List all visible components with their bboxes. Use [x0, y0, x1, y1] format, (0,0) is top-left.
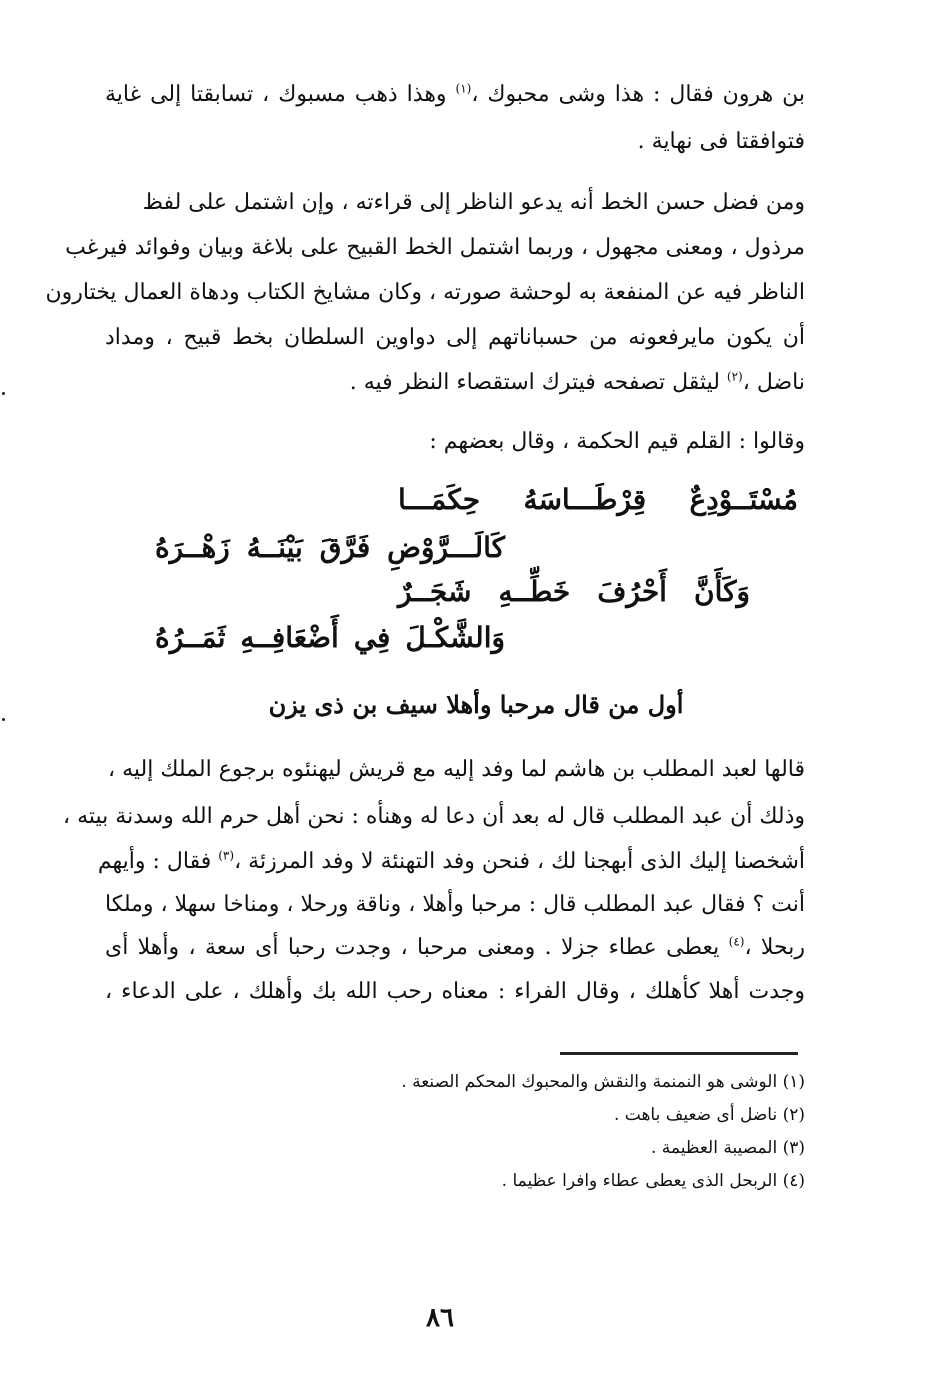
section-heading: أول من قال مرحبا وأهلا سيف بن ذى يزن	[268, 690, 684, 719]
poem-word: قِرْطَـــاسَهُ	[523, 483, 647, 516]
poem-verse-2	[155, 528, 505, 568]
paragraph-2-line-1: ومن فضل حسن الخط أنه يدعو الناظر إلى قراءته ، وإن اشتمل على لفظ	[142, 190, 805, 215]
paragraph-3-line-2: وذلك أن عبد المطلب قال له بعد أن دعا له وهنأه : نحن أهل حرم الله وسدنة بيته ،	[63, 804, 805, 829]
scan-mark	[2, 392, 5, 395]
footnote-1: (١) الوشى هو النمنمة والنقش والمحبوك المحكم الصنعة .	[401, 1072, 805, 1092]
paragraph-3-line-1: قالها لعبد المطلب بن هاشم لما وفد إليه مع قريش ليهنئوه برجوع الملك إليه ،	[108, 757, 805, 782]
poem-word: ثَمَــرُهُ	[155, 621, 226, 654]
page-number: ٨٦	[426, 1303, 454, 1333]
paragraph-1-line-1: بن هرون فقال : هذا وشى محبوك ،$^{(١)}$ وهذا ذهب مسبوك ، تسابقتا إلى غاية	[105, 81, 806, 107]
footnote-ref-2: (٢)	[726, 369, 743, 384]
poem-word: زَهْــرَهُ	[155, 531, 230, 564]
poem-word: بَيْنَــهُ	[246, 531, 303, 564]
poem-word: أَحْرُفَ	[597, 575, 667, 608]
poem-word: فِي	[353, 621, 391, 654]
poem-verse-4	[155, 618, 505, 658]
paragraph-1-line-2: فتوافقتا فى نهاية .	[637, 129, 805, 154]
footnote-ref-3: (٣)	[218, 848, 235, 863]
paragraph-3-line-3: أشخصنا إليك الذى أبهجنا لك ، فنحن وفد التهنئة لا وفد المرزئة ،$^{(٣)}$ فقال : وأيهم	[97, 848, 805, 874]
poem-word: وَكَأَنَّ	[694, 575, 750, 608]
poem-verse-1	[398, 480, 798, 520]
paragraph-2-line-5: ناضل ،$^{(٢)}$ ليثقل تصفحه فيترك استقصاء النظر فيه .	[349, 369, 805, 395]
poem-intro: وقالوا : القلم قيم الحكمة ، وقال بعضهم :	[429, 429, 805, 454]
poem-word: أَضْعَافِــهِ	[240, 621, 339, 654]
footnote-separator	[560, 1052, 798, 1055]
footnote-2: (٢) ناضل أى ضعيف باهت .	[613, 1105, 805, 1125]
footnote-ref-4: (٤)	[728, 934, 745, 949]
paragraph-2-line-3: الناظر فيه عن المنفعة به لوحشة صورته ، وكان مشايخ الكتاب ودهاة العمال يختارون	[45, 280, 805, 305]
poem-word: حِكَمَـــا	[398, 483, 481, 516]
paragraph-2-line-4: أن يكون مايرفعونه من حسباناتهم إلى دواوين السلطان بخط قبيح ، ومداد	[105, 325, 805, 350]
footnote-4: (٤) الربحل الذى يعطى عطاء وافرا عظيما .	[501, 1171, 805, 1191]
paragraph-3-line-6: وجدت أهلا كأهلك ، وقال الفراء : معناه رحب الله بك وأهلك ، على الدعاء ،	[105, 979, 805, 1004]
scan-mark	[2, 718, 5, 721]
poem-word: كَالَـــرَّوْضِ	[387, 531, 505, 564]
paragraph-2-line-2: مرذول ، ومعنى مجهول ، وربما اشتمل الخط القبيح على بلاغة وبيان وفوائد فيرغب	[65, 235, 805, 260]
poem-word: شَجَــرٌ	[398, 575, 472, 608]
paragraph-3-line-4: أنت ؟ فقال عبد المطلب قال : مرحبا وأهلا ، وناقة ورحلا ، ومناخا سهلا ، وملكا	[105, 892, 805, 917]
paragraph-3-line-5: ربحلا ،$^{(٤)}$ يعطى عطاء جزلا . ومعنى مرحبا ، وجدت رحبا أى سعة ، وأهلا أى	[105, 934, 805, 960]
poem-word: خَطِّــهِ	[498, 575, 571, 608]
footnote-3: (٣) المصيبة العظيمة .	[651, 1138, 805, 1158]
poem-word: فَرَّقَ	[319, 531, 371, 564]
poem-word: مُسْتَــوْدِعٌ	[689, 483, 798, 516]
poem-word: وَالشَّكْـلَ	[405, 621, 505, 654]
poem-verse-3	[398, 572, 750, 612]
footnote-ref-1: (١)	[455, 81, 472, 96]
